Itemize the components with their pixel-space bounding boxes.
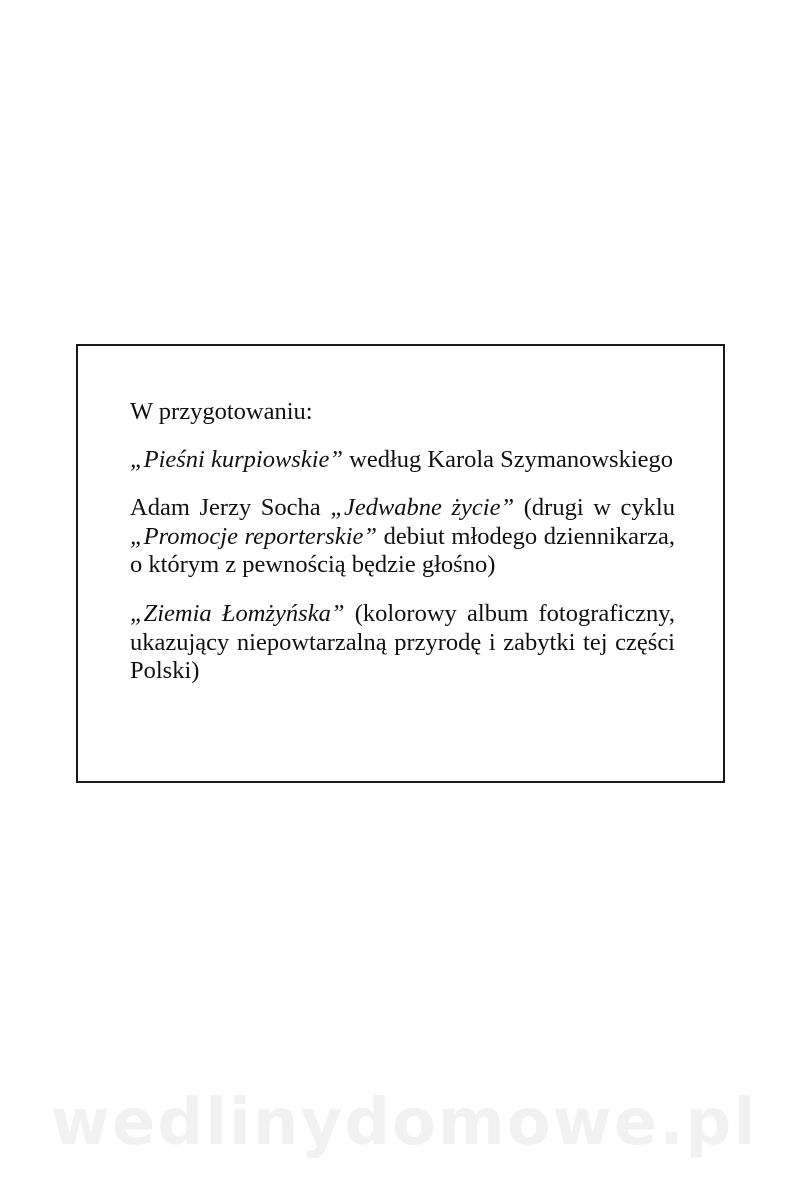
watermark: wedlinydomowe.pl <box>50 1086 758 1160</box>
entry-piesni-kurpiowskie <box>130 446 675 475</box>
entry-author: Adam Jerzy Socha <box>130 494 331 522</box>
entry-description: debiut młodego dziennikarza, o którym z pewnością będzie głośno) <box>130 522 675 579</box>
notice-heading: W przygotowaniu: <box>130 398 313 425</box>
entry-title: „Ziemia Łomżyńska” <box>130 599 345 627</box>
entry-title: „Jedwabne życie” <box>330 494 515 522</box>
entry-description: według Karola Szymanowskiego <box>343 445 674 473</box>
entry-series-title: „Promocje reporterskie” <box>130 522 378 550</box>
entry-description: (kolorowy album fotograficzny, ukazujący niepowtarzalną przyrodę i zabytki tej części Polski) <box>130 599 675 685</box>
notice-content <box>130 398 675 706</box>
entry-description-start: (drugi w cyklu <box>514 494 675 522</box>
entry-title: „Pieśni kurpiowskie” <box>130 445 344 473</box>
entry-jedwabne-zycie <box>130 494 675 580</box>
entry-ziemia-lomzynska <box>130 600 675 686</box>
